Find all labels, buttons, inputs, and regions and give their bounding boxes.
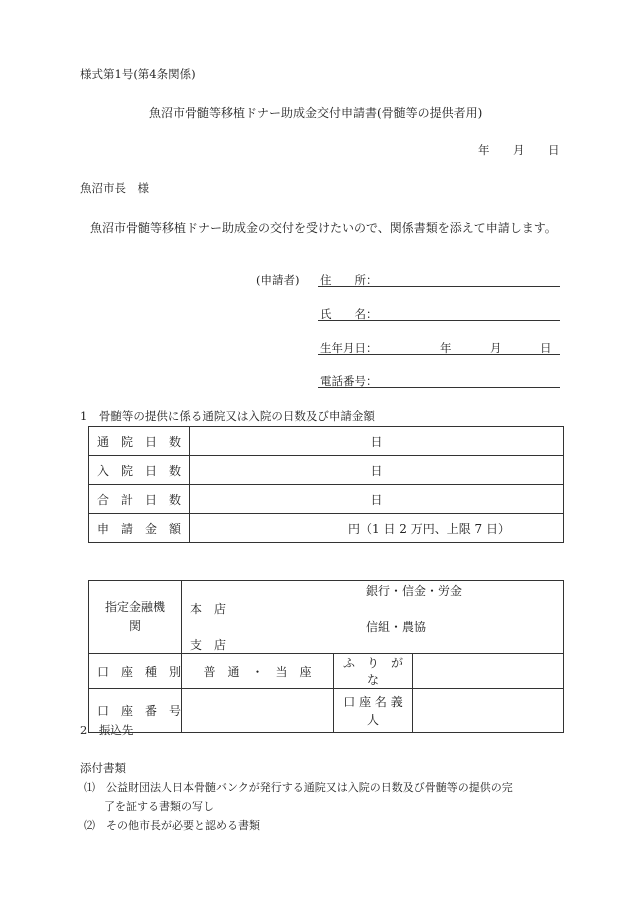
table-row [89,514,564,543]
outpatient-days-value[interactable]: 日 [190,427,564,456]
table-row [89,485,564,514]
dob-month: 月 [490,341,502,355]
bank-types-1: 銀行・信金・労金 [366,584,463,598]
table-row [89,456,564,485]
bank-table [88,580,564,733]
holder-label-line2: 人 [366,712,379,727]
form-label: 様式第1号(第4条関係) [80,67,196,81]
bank-types-2: 信組・農協 [366,620,427,634]
name-field[interactable] [318,320,560,321]
amount-label: 申 請 金 額 [89,514,190,543]
phone-label: 電話番号： [320,374,378,388]
addressee: 魚沼市長 様 [80,181,149,195]
account-type-label: 口 座 種 別 [89,654,182,689]
institution-label-line1: 指定金融機 [104,600,165,614]
total-days-label: 合 計 日 数 [89,485,190,514]
date-month: 月 [513,143,525,157]
date-year: 年 [478,143,490,157]
dob-label: 生年月日： [320,341,378,355]
attachments-heading: 添付書類 [80,761,126,775]
dob-year: 年 [440,341,452,355]
total-days-value[interactable]: 日 [190,485,564,514]
holder-label-line1: 口 座 名 義 [343,694,403,709]
table-row [89,654,564,689]
account-number-label: 口 座 番 号 [89,689,182,733]
dob-field[interactable] [318,354,560,355]
intro-text: 魚沼市骨髄等移植ドナー助成金の交付を受けたいので、関係書類を添えて申請します。 [90,221,557,235]
inpatient-days-label: 入 院 日 数 [89,456,190,485]
amount-table [88,426,564,543]
page-title: 魚沼市骨髄等移植ドナー助成金交付申請書(骨髄等の提供者用) [149,106,483,120]
attachment-item-1-cont: 了を証する書類の写し [104,800,214,813]
institution-value[interactable] [182,581,564,654]
institution-label [89,581,182,654]
amount-value[interactable]: 円（1 日 2 万円、上限 7 日） [190,514,564,543]
table-row [89,581,564,654]
branch-head: 本 店 [190,602,227,616]
furigana-label: ふ り が な [334,654,413,689]
inpatient-days-value[interactable]: 日 [190,456,564,485]
outpatient-days-label: 通 院 日 数 [89,427,190,456]
account-number-value[interactable] [182,689,334,733]
attachment-item-1: ⑴ 公益財団法人日本骨髄バンクが発行する通院又は入院の日数及び骨髄等の提供の完 [84,781,513,794]
section2-heading: 2 振込先 [80,723,134,737]
table-row [89,689,564,733]
holder-value[interactable] [413,689,564,733]
branch-sub: 支 店 [190,638,227,652]
address-field[interactable] [318,286,560,287]
applicant-label: (申請者) [256,273,300,287]
address-label: 住 所： [320,273,378,287]
date-day: 日 [548,143,560,157]
furigana-value[interactable] [413,654,564,689]
dob-day: 日 [540,341,552,355]
name-label: 氏 名： [320,307,378,321]
holder-label [334,689,413,733]
phone-field[interactable] [318,387,560,388]
table-row [89,427,564,456]
attachment-item-2: ⑵ その他市長が必要と認める書類 [84,819,260,832]
account-type-value[interactable]: 普 通 ・ 当 座 [182,654,334,689]
section1-heading: 1 骨髄等の提供に係る通院又は入院の日数及び申請金額 [80,409,375,423]
institution-label-line2: 関 [128,619,141,633]
